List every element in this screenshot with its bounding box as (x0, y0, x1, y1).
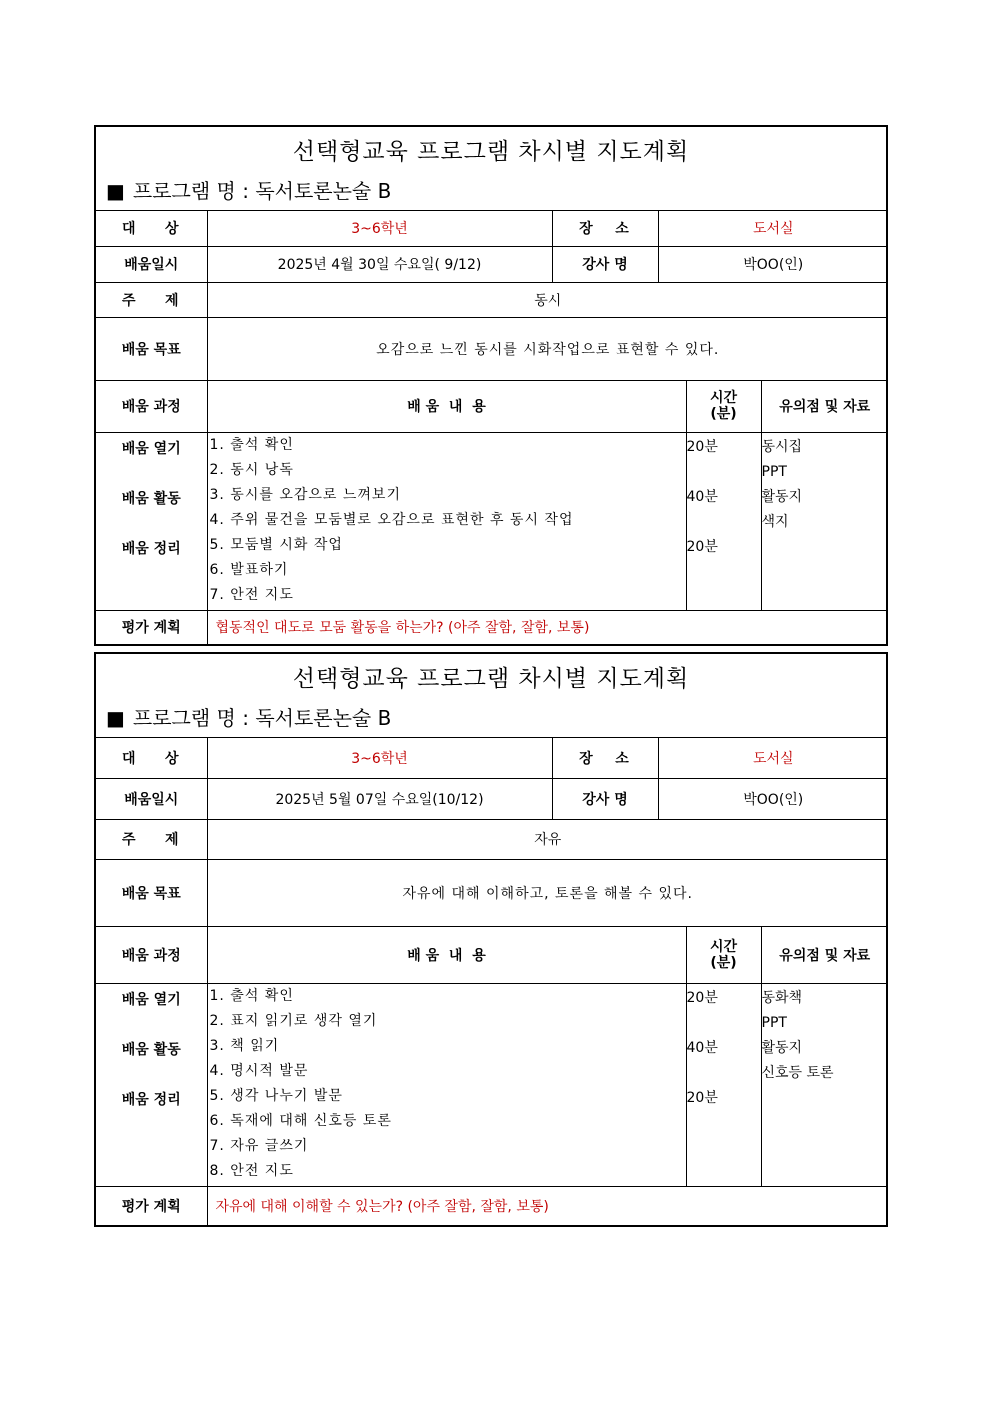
topic-label: 주 제 (96, 282, 207, 317)
phases-cell (96, 432, 207, 610)
time-label-2: (분) (710, 406, 737, 422)
step-item: 4. 명시적 발문 (209, 1062, 309, 1079)
program-name-row (106, 175, 391, 204)
time-label (686, 926, 761, 983)
place-label: 장 소 (552, 211, 658, 246)
target-value: 3~6학년 (207, 738, 552, 778)
topic-value: 동시 (207, 282, 888, 317)
lesson-plan-2 (94, 652, 888, 1227)
process-label: 배움 과정 (96, 926, 207, 983)
note-item: 색지 (761, 513, 789, 530)
step-item: 1. 출석 확인 (209, 987, 294, 1004)
topic-value: 자유 (207, 819, 888, 859)
square-bullet-icon: ■ (106, 179, 125, 203)
date-label: 배움일시 (96, 246, 207, 282)
time-label-1: 시간 (709, 938, 738, 955)
times-cell (686, 432, 761, 610)
date-value: 2025년 4월 30일 수요일( 9/12) (207, 246, 552, 282)
step-item: 3. 책 읽기 (209, 1037, 280, 1054)
step-item: 8. 안전 지도 (209, 1162, 294, 1179)
goal-value: 오감으로 느낀 동시를 시화작업으로 표현할 수 있다. (207, 317, 888, 380)
step-item: 1. 출석 확인 (209, 436, 294, 453)
date-value: 2025년 5월 07일 수요일(10/12) (207, 778, 552, 819)
date-label: 배움일시 (96, 778, 207, 819)
notes-label: 유의점 및 자료 (761, 926, 888, 983)
phase-open: 배움 열기 (121, 440, 181, 457)
target-label: 대 상 (96, 738, 207, 778)
phase-activity: 배움 활동 (121, 490, 181, 507)
time-item: 40분 (686, 1039, 718, 1056)
step-item: 6. 독재에 대해 신호등 토론 (209, 1112, 392, 1129)
notes-cell (761, 432, 888, 610)
step-item: 2. 표지 읽기로 생각 열기 (209, 1012, 378, 1029)
process-label: 배움 과정 (96, 380, 207, 432)
plan-table (96, 211, 888, 644)
eval-value: 협동적인 대도로 모둠 활동을 하는가? (아주 잘함, 잘함, 보통) (207, 610, 888, 644)
time-label-1: 시간 (709, 390, 738, 406)
step-item: 2. 동시 낭독 (209, 461, 294, 478)
plan-title: 선택형교육 프로그램 차시별 지도계획 (292, 666, 690, 692)
note-item: 활동지 (761, 1039, 803, 1056)
content-label: 배 움 내 용 (207, 380, 686, 432)
target-label: 대 상 (96, 211, 207, 246)
square-bullet-icon: ■ (106, 706, 125, 730)
goal-label: 배움 목표 (96, 317, 207, 380)
phases-cell (96, 983, 207, 1186)
teacher-value: 박OO(인) (658, 246, 888, 282)
time-item: 20분 (686, 438, 718, 455)
teacher-value: 박OO(인) (658, 778, 888, 819)
topic-label: 주 제 (96, 819, 207, 859)
step-item: 5. 생각 나누기 발문 (209, 1087, 343, 1104)
eval-label: 평가 계획 (96, 1186, 207, 1225)
teacher-label: 강사 명 (552, 246, 658, 282)
step-item: 6. 발표하기 (209, 561, 289, 578)
note-item: 활동지 (761, 488, 803, 505)
time-label-2: (분) (710, 954, 737, 971)
program-name: 프로그램 명 : 독서토론논술 B (132, 706, 392, 730)
time-label (686, 380, 761, 432)
steps-cell (207, 983, 686, 1186)
step-item: 7. 자유 글쓰기 (209, 1137, 309, 1154)
target-value: 3~6학년 (207, 211, 552, 246)
eval-value: 자유에 대해 이해할 수 있는가? (아주 잘함, 잘함, 보통) (207, 1186, 888, 1225)
note-item: 동화책 (761, 989, 803, 1006)
note-item: PPT (761, 1014, 787, 1031)
time-item: 20분 (686, 989, 718, 1006)
phase-open: 배움 열기 (121, 991, 181, 1008)
step-item: 5. 모둠별 시화 작업 (209, 536, 343, 553)
place-value: 도서실 (658, 738, 888, 778)
time-item: 20분 (686, 538, 718, 555)
teacher-label: 강사 명 (552, 778, 658, 819)
note-item: PPT (761, 463, 787, 480)
note-item: 신호등 토론 (761, 1064, 834, 1081)
step-item: 3. 동시를 오감으로 느껴보기 (209, 486, 401, 503)
goal-label: 배움 목표 (96, 859, 207, 926)
time-item: 20분 (686, 1089, 718, 1106)
plan-table (96, 738, 888, 1225)
steps-cell (207, 432, 686, 610)
phase-activity: 배움 활동 (121, 1041, 181, 1058)
notes-cell (761, 983, 888, 1186)
lesson-plan-1 (94, 125, 888, 646)
phase-close: 배움 정리 (121, 1091, 181, 1108)
program-name: 프로그램 명 : 독서토론논술 B (132, 179, 392, 203)
program-name-row (106, 702, 391, 731)
place-value: 도서실 (658, 211, 888, 246)
step-item: 7. 안전 지도 (209, 586, 294, 603)
note-item: 동시집 (761, 438, 803, 455)
plan-header (96, 127, 886, 211)
place-label: 장 소 (552, 738, 658, 778)
content-label: 배 움 내 용 (207, 926, 686, 983)
plan-title: 선택형교육 프로그램 차시별 지도계획 (292, 139, 690, 165)
plan-header (96, 654, 886, 738)
phase-close: 배움 정리 (121, 540, 181, 557)
times-cell (686, 983, 761, 1186)
eval-label: 평가 계획 (96, 610, 207, 644)
step-item: 4. 주위 물건을 모둠별로 오감으로 표현한 후 동시 작업 (209, 511, 574, 528)
notes-label: 유의점 및 자료 (761, 380, 888, 432)
goal-value: 자유에 대해 이해하고, 토론을 해볼 수 있다. (207, 859, 888, 926)
time-item: 40분 (686, 488, 718, 505)
